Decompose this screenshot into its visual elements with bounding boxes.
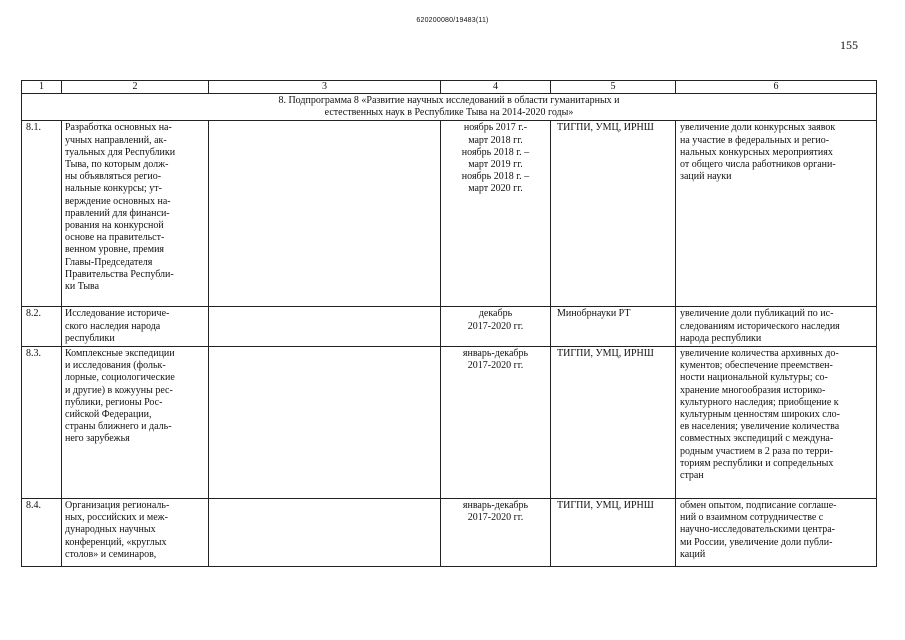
activity-name-line: ных, российских и меж-	[65, 512, 168, 524]
result-line: обмен опытом, подписание соглаше-	[680, 500, 837, 512]
result-line: ности национальной культуры; со-	[680, 372, 828, 384]
activity-name-line: Разработка основных на-	[65, 122, 172, 134]
activity-name-line: конференций, «круглых	[65, 536, 167, 548]
activity-name-line: Комплексные экспедиции	[65, 348, 175, 360]
document-id: 620200080/19483(11)	[416, 17, 489, 24]
term-line: ноябрь 2018 г. –	[461, 171, 530, 183]
activity-name-line: республики	[65, 332, 115, 344]
header-cell: 6	[676, 81, 877, 94]
activity-name-line: Главы-Председателя	[65, 256, 153, 268]
empty-cell	[209, 307, 441, 347]
activity-name-line: учных направлений, ак-	[65, 134, 167, 146]
activity-name-line: основе на правительст-	[65, 232, 165, 244]
empty-cell	[209, 347, 441, 499]
result-line: заций науки	[680, 171, 732, 183]
activity-name-line: Тыва, по которым долж-	[65, 159, 169, 171]
activity-name-line: дународных научных	[65, 524, 156, 536]
result-line: родным участием в 2 раза по терри-	[680, 445, 833, 457]
result-line: культурным ценностям широких сло-	[680, 409, 840, 421]
term-line: 2017-2020 гг.	[467, 360, 524, 372]
expected-result	[676, 499, 877, 567]
executors: Минобрнауки РТ	[551, 307, 676, 347]
activity-name-line: туальных для Республики	[65, 146, 176, 158]
activity-name-line: ны объявляться регио-	[65, 171, 162, 183]
activity-name-line: страны ближнего и даль-	[65, 421, 172, 433]
activity-name-line: и исследования (фольк-	[65, 360, 166, 372]
result-line: научно-исследовательскими центра-	[680, 524, 835, 536]
subprogram-title-line: 8. Подпрограмма 8 «Развитие научных исследований в области гуманитарных и	[278, 95, 620, 106]
activity-name-line: ки Тыва	[65, 281, 100, 293]
header-cell: 5	[551, 81, 676, 94]
program-table	[21, 80, 877, 567]
header-cell: 3	[209, 81, 441, 94]
result-line: хранение многообразия историко-	[680, 384, 826, 396]
activity-name	[62, 307, 209, 347]
activity-name-line: Правительства Республи-	[65, 268, 174, 280]
activity-name-line: ского наследия народа	[65, 320, 161, 332]
activity-name-line: лорные, социологические	[65, 372, 175, 384]
activity-name-line: сийской Федерации,	[65, 409, 152, 421]
implementation-term	[441, 499, 551, 567]
activity-name-line: Исследование историче-	[65, 308, 170, 320]
table-row	[22, 121, 877, 307]
header-cell: 1	[22, 81, 62, 94]
result-line: народа республики	[680, 332, 762, 344]
result-line: нальных конкурсных мероприятиях	[680, 146, 833, 158]
result-line: ев населения; увеличение количества	[680, 421, 840, 433]
result-line: кументов; обеспечение преемствен-	[680, 360, 833, 372]
row-number: 8.4.	[22, 499, 62, 567]
empty-cell	[209, 121, 441, 307]
expected-result	[676, 307, 877, 347]
term-line: ноябрь 2017 г.-	[463, 122, 528, 134]
activity-name	[62, 121, 209, 307]
term-line: январь-декабрь	[462, 348, 529, 360]
result-line: ний о взаимном сотрудничестве с	[680, 512, 824, 524]
row-number: 8.2.	[22, 307, 62, 347]
activity-name	[62, 347, 209, 499]
header-row	[22, 81, 877, 94]
term-line: ноябрь 2018 г. –	[461, 146, 530, 158]
result-line: ми России, увеличение доли публи-	[680, 536, 833, 548]
table-row	[22, 499, 877, 567]
subprogram-row	[22, 94, 877, 121]
page-number: 155	[840, 38, 858, 52]
activity-name-line: правлений для финанси-	[65, 207, 170, 219]
term-line: март 2020 гг.	[468, 183, 523, 195]
term-line: март 2018 гг.	[468, 134, 523, 146]
activity-name-line: Организация региональ-	[65, 500, 170, 512]
activity-name-line: нальные конкурсы; ут-	[65, 183, 162, 195]
executors: ТИГПИ, УМЦ, ИРНШ	[551, 499, 676, 567]
result-line: увеличение доли публикаций по ис-	[680, 308, 834, 320]
result-line: увеличение количества архивных до-	[680, 348, 839, 360]
header-cell: 2	[62, 81, 209, 94]
activity-name-line: и другие) в кожууны рес-	[65, 384, 173, 396]
implementation-term	[441, 121, 551, 307]
activity-name	[62, 499, 209, 567]
executors: ТИГПИ, УМЦ, ИРНШ	[551, 347, 676, 499]
term-line: 2017-2020 гг.	[467, 320, 524, 332]
result-line: культурного наследия; приобщение к	[680, 396, 839, 408]
header-cell: 4	[441, 81, 551, 94]
expected-result	[676, 121, 877, 307]
result-line: совместных экспедиций с междуна-	[680, 433, 834, 445]
result-line: увеличение доли конкурсных заявок	[680, 122, 836, 134]
result-line: каций	[680, 548, 706, 560]
activity-name-line: венном уровне, премия	[65, 244, 165, 256]
result-line: следованиям исторического наследия	[680, 320, 840, 332]
subprogram-title-line: естественных наук в Республике Тыва на 2014-2020 годы»	[324, 107, 574, 119]
term-line: 2017-2020 гг.	[467, 512, 524, 524]
executors: ТИГПИ, УМЦ, ИРНШ	[551, 121, 676, 307]
term-line: март 2019 гг.	[468, 159, 523, 171]
activity-name-line: него зарубежья	[65, 433, 130, 445]
result-line: ториям республики и сопредельных	[680, 457, 834, 469]
implementation-term	[441, 307, 551, 347]
table-row	[22, 347, 877, 499]
term-line: декабрь	[478, 308, 513, 320]
activity-name-line: публики, регионы Рос-	[65, 396, 163, 408]
row-number: 8.1.	[22, 121, 62, 307]
term-line: январь-декабрь	[462, 500, 529, 512]
activity-name-line: верждение основных на-	[65, 195, 171, 207]
table-row	[22, 307, 877, 347]
subprogram-title	[22, 94, 877, 121]
empty-cell	[209, 499, 441, 567]
expected-result	[676, 347, 877, 499]
activity-name-line: рования на конкурсной	[65, 220, 164, 232]
result-line: на участие в федеральных и регио-	[680, 134, 830, 146]
implementation-term	[441, 347, 551, 499]
result-line: стран	[680, 470, 704, 482]
activity-name-line: столов» и семинаров,	[65, 548, 157, 560]
result-line: от общего числа работников органи-	[680, 159, 836, 171]
row-number: 8.3.	[22, 347, 62, 499]
